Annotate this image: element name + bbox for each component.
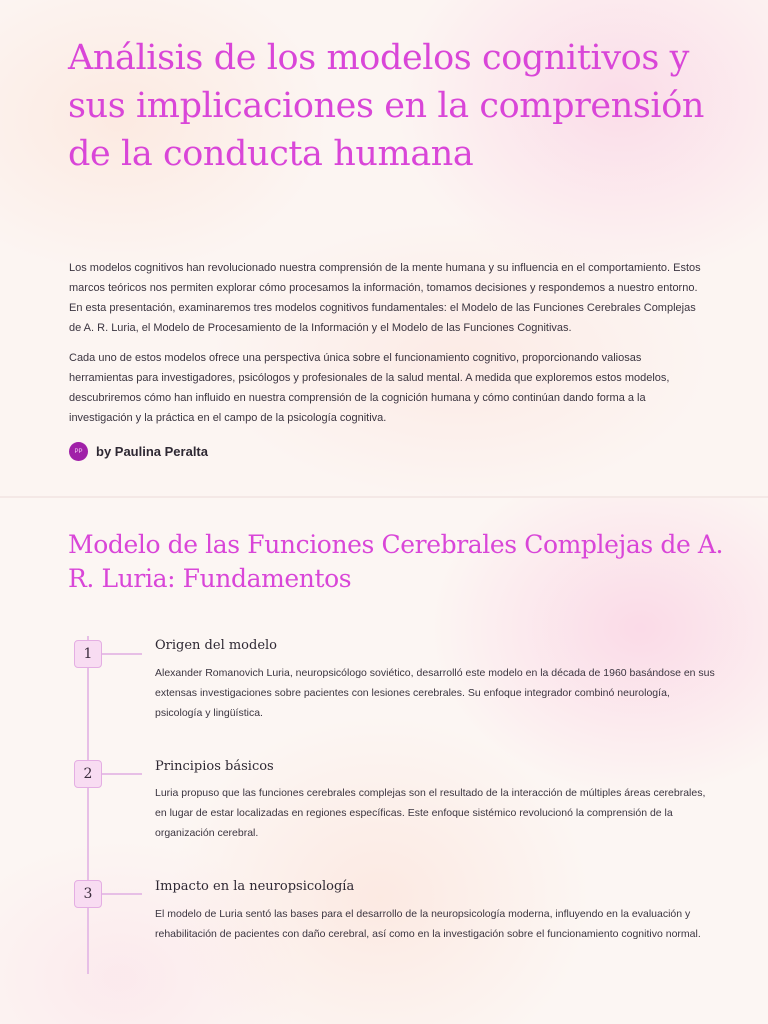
item-text-1: Alexander Romanovich Luria, neuropsicólogo soviético, desarrolló este modelo en la década de 1960 basándose en sus extensas investigaciones sobre pacientes con lesiones cerebrales. Su enfoque integrador combinó neurología, psicología y lingüística. xyxy=(155,667,715,719)
slide-intro xyxy=(0,0,768,498)
step-number-1: 1 xyxy=(74,640,102,668)
section-title: Modelo de las Funciones Cerebrales Complejas de A. R. Luria: Fundamentos xyxy=(68,530,724,593)
step-connector-2 xyxy=(102,773,142,775)
item-title-2: Principios básicos xyxy=(155,759,274,774)
timeline-line xyxy=(87,636,89,974)
page-title: Análisis de los modelos cognitivos y sus implicaciones en la comprensión de la conducta humana xyxy=(68,38,705,174)
step-number-3: 3 xyxy=(74,880,102,908)
item-text-3: El modelo de Luria sentó las bases para el desarrollo de la neuropsicología moderna, influyendo en la evaluación y rehabilitación de pacientes con daño cerebral, así como en la investigación sobre el funcionamiento cognitivo normal. xyxy=(155,908,701,940)
step-number-2: 2 xyxy=(74,760,102,788)
author-byline xyxy=(69,442,208,461)
avatar: PP xyxy=(69,442,88,461)
step-connector-3 xyxy=(102,893,142,895)
step-connector-1 xyxy=(102,653,142,655)
item-text-2: Luria propuso que las funciones cerebrales complejas son el resultado de la interacción de múltiples áreas cerebrales, en lugar de estar localizadas en regiones específicas. Este enfoque sistémico revolucionó la comprensión de la organización cerebral. xyxy=(155,787,706,839)
item-title-3: Impacto en la neuropsicología xyxy=(155,879,355,894)
intro-paragraph-2: Cada uno de estos modelos ofrece una perspectiva única sobre el funcionamiento cognitivo, proporcionando valiosas herramientas para investigadores, psicólogos y profesionales de la salud mental. A medida que exploremos estos modelos, descubriremos cómo han influido en nuestra comprensión de la cognición humana y cómo continúan dando forma a la investigación y la práctica en el campo de la psicología cognitiva. xyxy=(69,352,670,424)
item-title-1: Origen del modelo xyxy=(155,638,278,653)
slide-luria-fundamentos xyxy=(0,498,768,1024)
intro-paragraph-1: Los modelos cognitivos han revolucionado nuestra comprensión de la mente humana y su influencia en el comportamiento. Estos marcos teóricos nos permiten explorar cómo procesamos la información, tomamos decisiones y respondemos a nuestro entorno. En esta presentación, examinaremos tres modelos cognitivos fundamentales: el Modelo de las Funciones Cerebrales Complejas de A. R. Luria, el Modelo de Procesamiento de la Información y el Modelo de las Funciones Cognitivas. xyxy=(69,262,701,334)
author-name: by Paulina Peralta xyxy=(96,444,208,459)
